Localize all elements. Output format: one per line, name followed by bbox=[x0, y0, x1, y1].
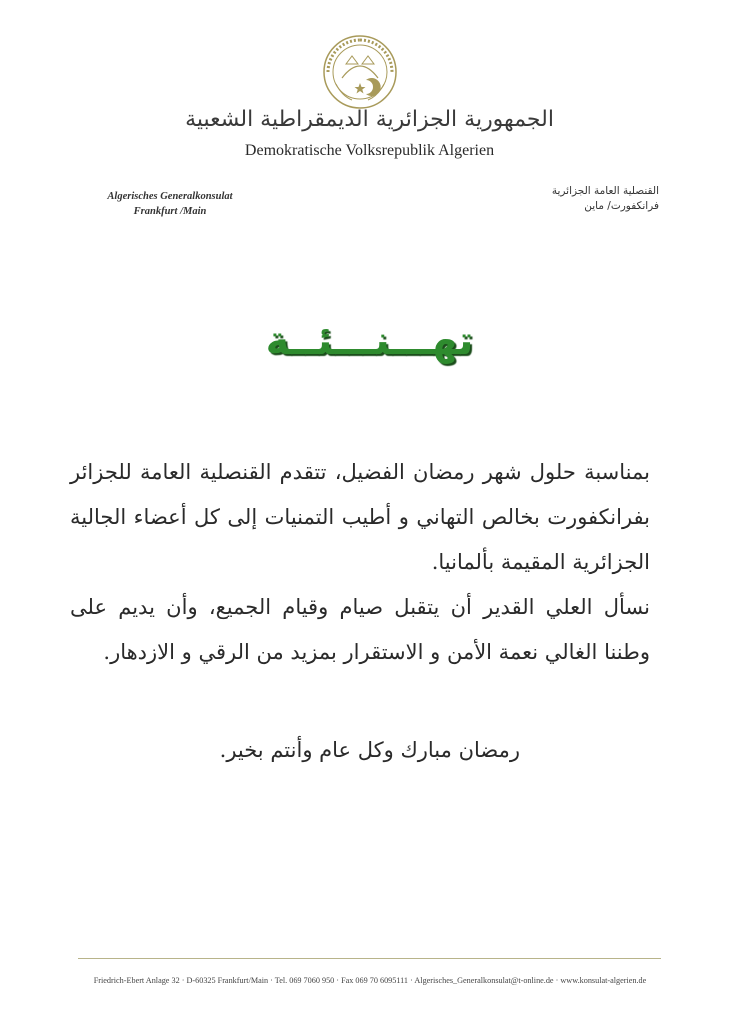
body-paragraph-1: بمناسبة حلول شهر رمضان الفضيل، تتقدم القنصلية العامة للجزائر بفرانكفورت بخالص التهاني و أطيب التمنيات إلى كل أعضاء الجالية الجزائرية المقيمة بألمانيا. bbox=[70, 460, 650, 574]
consulate-city-arabic: فرانكفورت/ ماين bbox=[584, 200, 659, 212]
consulate-address-arabic bbox=[499, 184, 659, 214]
footer-contact-line: Friedrich-Ebert Anlage 32 · D-60325 Frankfurt/Main · Tel. 069 7060 950 · Fax 069 70 6095111 · Algerisches_Generalkonsulat@t-online.de · www.konsulat-algerien.de bbox=[93, 976, 647, 985]
header-title-arabic: الجمهورية الجزائرية الديمقراطية الشعبية bbox=[185, 107, 554, 132]
greeting-title: تهـــنـــئــة bbox=[265, 318, 474, 364]
consulate-city-german: Frankfurt /Main bbox=[133, 206, 207, 217]
body-paragraph-2: نسأل العلي القدير أن يتقبل صيام وقيام الجميع، وأن يديم على وطننا الغالي نعمة الأمن و الاستقرار بمزيد من الرقي و الازدهار. bbox=[70, 595, 650, 664]
consulate-name-german: Algerisches Generalkonsulat bbox=[107, 191, 233, 202]
closing-wish: رمضان مبارك وكل عام وأنتم بخير. bbox=[219, 738, 520, 762]
algeria-emblem-seal bbox=[322, 34, 398, 110]
consulate-address-german bbox=[70, 189, 270, 219]
footer-divider bbox=[78, 958, 661, 959]
header-title-german: Demokratische Volksrepublik Algerien bbox=[244, 142, 495, 159]
consulate-name-arabic: القنصلية العامة الجزائرية bbox=[551, 185, 659, 197]
letter-body bbox=[70, 450, 650, 675]
